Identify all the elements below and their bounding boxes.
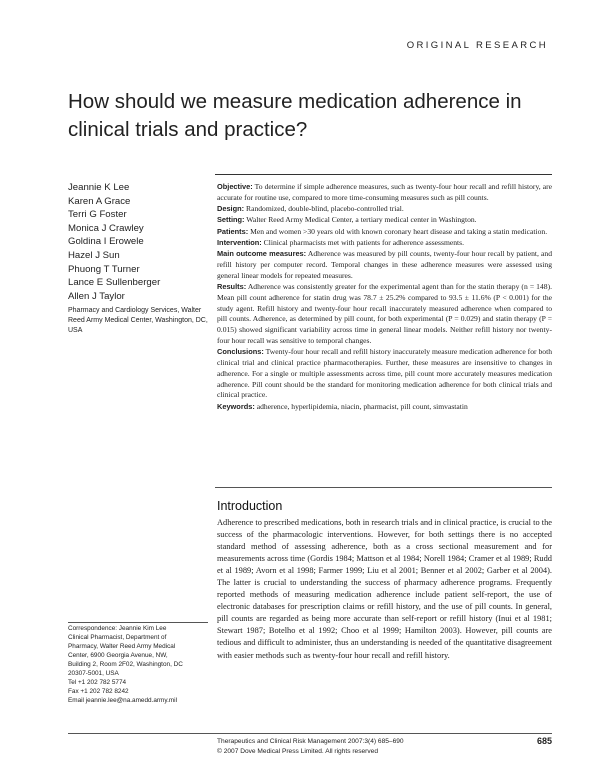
abstract-objective bbox=[217, 182, 552, 204]
abstract-label: Patients: bbox=[217, 226, 249, 236]
author-name: Phuong T Turner bbox=[68, 263, 140, 275]
abstract-text: Men and women >30 years old with known coronary heart disease and taking a statin medication. bbox=[250, 226, 548, 236]
page-number: 685 bbox=[536, 736, 552, 746]
abstract-main-outcome bbox=[217, 249, 552, 281]
correspondence-line: Fax +1 202 782 8242 bbox=[68, 687, 129, 695]
abstract-text: Clinical pharmacists met with patients for adherence assessments. bbox=[263, 237, 465, 247]
author-name: Terri G Foster bbox=[68, 209, 127, 221]
author-name: Monica J Crawley bbox=[68, 222, 144, 234]
abstract bbox=[217, 182, 552, 413]
correspondence-line: Tel +1 202 782 5774 bbox=[68, 678, 127, 686]
abstract-results bbox=[217, 282, 552, 347]
abstract-text: Walter Reed Army Medical Center, a tertiary medical center in Washington. bbox=[246, 215, 477, 225]
abstract-label: Keywords: bbox=[217, 401, 255, 411]
abstract-text: Twenty-four hour recall and refill history inaccurately measure medication adherence for both clinical trial and clinical practice pharmacotherapies. Further, these measures are insensitive to changes in adherence. For a single or multiple assessments across time, pill count more accurately measures medication adherence. Pill count should be the standard for monitoring medication adherence for both clinical trials and clinical practice. bbox=[217, 347, 553, 400]
abstract-keywords bbox=[217, 402, 552, 413]
introduction-body: Adherence to prescribed medications, both in research trials and in clinical practice, is crucial to the success of the pharmacologic interventions. However, for both settings there is no accepted standard method of assessing adherence, both as a cross sectional measurement and for measurements across time (Gordis 1984; Mattson et al 1984; Norell 1984; Cramer et al 1989; Rudd et al 1989; Avorn et al 1998; Farmer 1999; Liu et al 2001; Benner et al 2002; Garber et al 2004). The latter is crucial to understanding the success of pharmacy adherence programs. Frequently reported methods of measuring medication adherence include patient self-report, the use of electronic databases for prescription claims or refill history, and the use of pill counts. In general, pill counts are regarded as being more accurate than self-report or refill history (Inui et al 1981; Stewart 1987; Botelho et al 1992; Choo et al 1999; Hamilton 2003). However, pill counts are tedious and difficult to administer, thus an understanding is needed of the quantitative disagreement with easier methods such as twenty-four hour recall and refill history. bbox=[217, 518, 552, 660]
abstract-conclusions bbox=[217, 347, 552, 401]
abstract-bottom-rule bbox=[215, 487, 552, 488]
abstract-text: Randomized, double-blind, placebo-controlled trial. bbox=[246, 204, 404, 214]
author-name: Allen J Taylor bbox=[68, 290, 125, 302]
correspondence-email[interactable]: Email jeannie.lee@na.amedd.army.mil bbox=[68, 696, 178, 704]
abstract-text: adherence, hyperlipidemia, niacin, pharmacist, pill count, simvastatin bbox=[256, 401, 468, 411]
abstract-text: To determine if simple adherence measures, such as twenty-four hour recall and refill history, are accurate for routine use, compared to more time-consuming measures such as pill counts. bbox=[217, 182, 552, 202]
abstract-label: Conclusions: bbox=[217, 347, 264, 357]
author-list bbox=[68, 181, 208, 303]
abstract-text: Adherence was consistently greater for the experimental agent than for the statin therapy (n = 148). Mean pill count adherence for statin drug was 78.7 ± 25.2% compared to 93.5 ± 11.6% (P < 0.001) for the study agent. Refill history and twenty-four hour recall inaccurately measured adherence when compared to pill counts. Adherence, as determined by pill count, for both experimental (P = 0.029) and statin therapy (P = 0.015) showed significant variability across time in general linear models. Neither refill history nor twenty-four hour recall was sensitive to temporal changes. bbox=[217, 282, 552, 345]
correspondence-rule bbox=[68, 622, 208, 623]
introduction-heading: Introduction bbox=[217, 499, 283, 513]
abstract-setting bbox=[217, 215, 552, 226]
author-name: Hazel J Sun bbox=[68, 249, 120, 261]
abstract-label: Main outcome measures: bbox=[217, 249, 307, 259]
article-title: How should we measure medication adherence in clinical trials and practice? bbox=[68, 90, 522, 141]
correspondence-line: Pharmacy, Walter Reed Army Medical bbox=[68, 642, 176, 650]
author-name: Karen A Grace bbox=[68, 195, 131, 207]
abstract-label: Setting: bbox=[217, 215, 245, 225]
correspondence-line: Clinical Pharmacist, Department of bbox=[68, 633, 167, 641]
abstract-text: Adherence was measured by pill counts, twenty-four hour recall by patient, and refill history per computer record. Temporal changes in these adherence measures were assessed using general linear models for repeated measures. bbox=[217, 249, 553, 280]
footer-rule bbox=[68, 733, 552, 734]
journal-citation: Therapeutics and Clinical Risk Management 2007:3(4) 685–690 bbox=[217, 738, 404, 745]
abstract-label: Design: bbox=[217, 204, 245, 214]
correspondence-line: Center, 6900 Georgia Avenue, NW, bbox=[68, 651, 168, 659]
abstract-label: Objective: bbox=[217, 182, 253, 191]
author-name: Lance E Sullenberger bbox=[68, 277, 161, 289]
abstract-label: Results: bbox=[217, 282, 247, 292]
correspondence-line: 20307-5001, USA bbox=[68, 669, 119, 677]
abstract-label: Intervention: bbox=[217, 237, 262, 247]
abstract-intervention bbox=[217, 238, 552, 249]
copyright-notice: © 2007 Dove Medical Press Limited. All rights reserved bbox=[217, 748, 378, 755]
abstract-patients bbox=[217, 227, 552, 238]
section-label: ORIGINAL RESEARCH bbox=[406, 40, 548, 51]
affiliation: Pharmacy and Cardiology Services, Walter Reed Army Medical Center, Washington, DC, USA bbox=[68, 307, 208, 334]
abstract-top-rule bbox=[215, 174, 552, 175]
abstract-design bbox=[217, 204, 552, 215]
correspondence-block bbox=[68, 625, 210, 706]
author-name: Jeannie K Lee bbox=[68, 182, 130, 193]
correspondence-line: Building 2, Room 2F02, Washington, DC bbox=[68, 660, 183, 668]
author-name: Goldina I Erowele bbox=[68, 236, 144, 248]
correspondence-line: Correspondence: Jeannie Kim Lee bbox=[68, 625, 167, 632]
